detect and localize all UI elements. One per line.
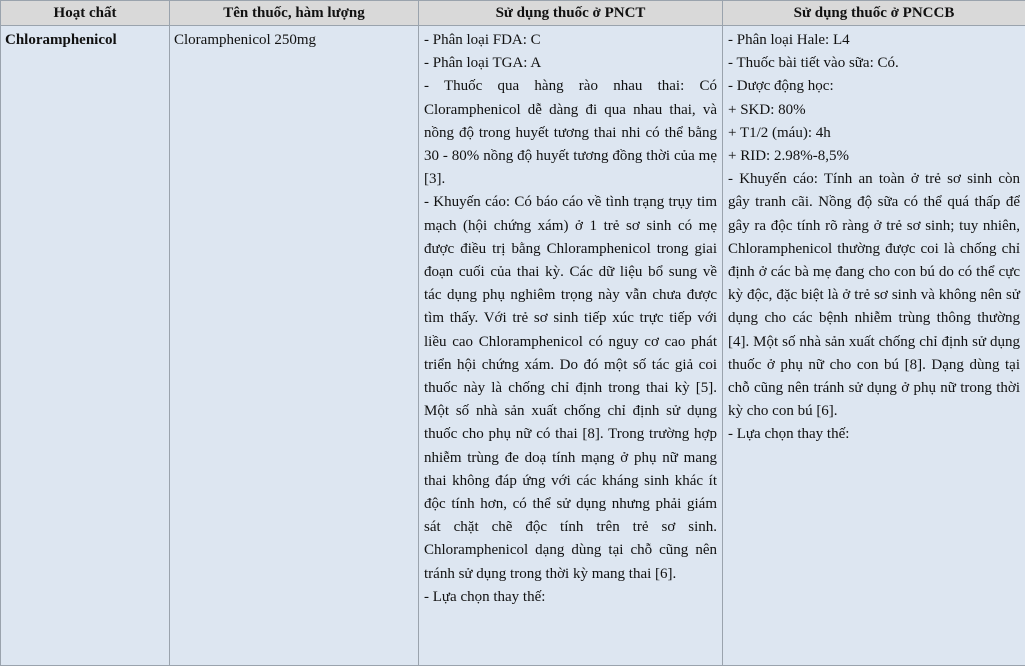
header-drug-name: Tên thuốc, hàm lượng [170,1,419,26]
cell-pnccb [723,26,1025,666]
pnccb-hale: - Phân loại Hale: L4 [728,29,1020,52]
header-pnccb: Sử dụng thuốc ở PNCCB [723,1,1025,26]
pnct-placenta: - Thuốc qua hàng rào nhau thai: Có Cloramphenicol dễ dàng đi qua nhau thai, và nồng độ trong huyết tương thai nhi có thể bằng 30 - 80% nồng độ huyết tương đồng thời của mẹ [3]. [424,75,717,191]
header-pnct: Sử dụng thuốc ở PNCT [419,1,723,26]
pnccb-rid: + RID: 2.98%-8,5% [728,145,1020,168]
pnct-tga: - Phân loại TGA: A [424,52,717,75]
pnccb-milk: - Thuốc bài tiết vào sữa: Có. [728,52,1020,75]
header-ingredient: Hoạt chất [1,1,170,26]
pnccb-recommendation: - Khuyến cáo: Tính an toàn ở trẻ sơ sinh còn gây tranh cãi. Nồng độ sữa có thể quá thấp để gây ra độc tính rõ ràng ở trẻ sơ sinh; tuy nhiên, Chloramphenicol thường được coi là chống chỉ định ở các bà mẹ đang cho con bú do có thể cực kỳ độc, đặc biệt là ở trẻ sơ sinh và không nên sử dụng cho các bệnh nhiễm trùng thông thường [4]. Một số nhà sản xuất chống chỉ định sử dụng thuốc ở phụ nữ cho con bú [8]. Dạng dùng tại chỗ cũng nên tránh sử dụng ở phụ nữ trong thời kỳ cho con bú [6]. [728,168,1020,423]
cell-ingredient: Chloramphenicol [1,26,170,666]
pnct-fda: - Phân loại FDA: C [424,29,717,52]
pnccb-alternative: - Lựa chọn thay thế: [728,423,1020,446]
table-row [1,26,1025,666]
pnccb-pk: - Dược động học: [728,75,1020,98]
cell-pnct [419,26,723,666]
cell-drug-name: Cloramphenicol 250mg [170,26,419,666]
pnccb-t12: + T1/2 (máu): 4h [728,122,1020,145]
pnccb-skd: + SKD: 80% [728,99,1020,122]
header-row [1,1,1025,26]
pnct-alternative: - Lựa chọn thay thế: [424,586,717,609]
pnct-recommendation: - Khuyến cáo: Có báo cáo về tình trạng trụy tim mạch (hội chứng xám) ở 1 trẻ sơ sinh có mẹ được điều trị bằng Chloramphenicol trong giai đoạn cuối của thai kỳ. Các dữ liệu bổ sung về tác dụng phụ nghiêm trọng này vẫn chưa được tìm thấy. Với trẻ sơ sinh tiếp xúc trực tiếp với liều cao Chloramphenicol có nguy cơ cao phát triển hội chứng xám. Do đó một số tác giả coi thuốc này là chống chỉ định trong thai kỳ [5]. Một số nhà sản xuất chống chỉ định sử dụng thuốc cho phụ nữ có thai [8]. Trong trường hợp nhiễm trùng đe doạ tính mạng ở phụ nữ mang thai không đáp ứng với các kháng sinh khác ít độc tính hơn, có thể sử dụng nhưng phải giám sát chặt chẽ độc tính trên trẻ sơ sinh. Chloramphenicol dạng dùng tại chỗ cũng nên tránh sử dụng trong thời kỳ mang thai [6]. [424,191,717,585]
